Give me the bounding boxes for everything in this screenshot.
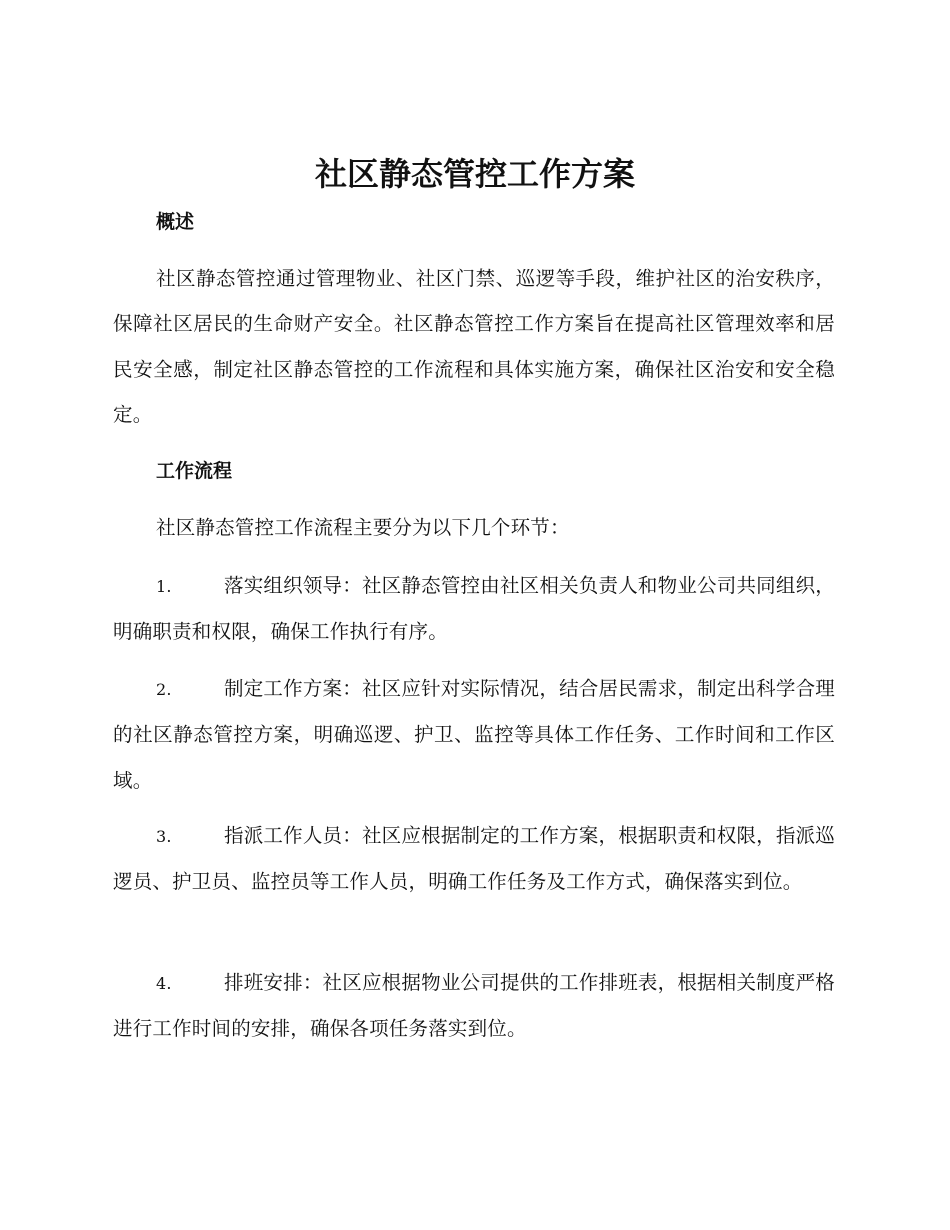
section-heading-workflow: 工作流程 [156, 460, 233, 482]
list-item-text: 排班安排：社区应根据物业公司提供的工作排班表，根据相关制度严格进行工作时间的安排，确保各项任务落实到位。 [113, 971, 835, 1041]
list-item-text: 落实组织领导：社区静态管控由社区相关负责人和物业公司共同组织，明确职责和权限，确保工作执行有序。 [113, 574, 835, 644]
list-item-number: 4. [156, 974, 172, 993]
list-item-number: 3. [156, 827, 172, 846]
list-item [113, 813, 835, 905]
document-title: 社区静态管控工作方案 [314, 155, 635, 193]
list-item-number: 1. [156, 577, 172, 596]
list-item [113, 960, 835, 1052]
list-item [113, 666, 835, 803]
list-item [113, 563, 835, 655]
list-item-number: 2. [156, 680, 172, 699]
list-item-text: 制定工作方案：社区应针对实际情况，结合居民需求，制定出科学合理的社区静态管控方案，明确巡逻、护卫、监控等具体工作任务、工作时间和工作区域。 [113, 677, 835, 792]
overview-paragraph: 社区静态管控通过管理物业、社区门禁、巡逻等手段，维护社区的治安秩序，保障社区居民的生命财产安全。社区静态管控工作方案旨在提高社区管理效率和居民安全感，制定社区静态管控的工作流程和具体实施方案，确保社区治安和安全稳定。 [113, 267, 835, 426]
workflow-intro: 社区静态管控工作流程主要分为以下几个环节： [156, 516, 570, 539]
list-item-text: 指派工作人员：社区应根据制定的工作方案，根据职责和权限，指派巡逻员、护卫员、监控员等工作人员，明确工作任务及工作方式，确保落实到位。 [113, 824, 835, 894]
section-heading-overview: 概述 [156, 211, 195, 233]
